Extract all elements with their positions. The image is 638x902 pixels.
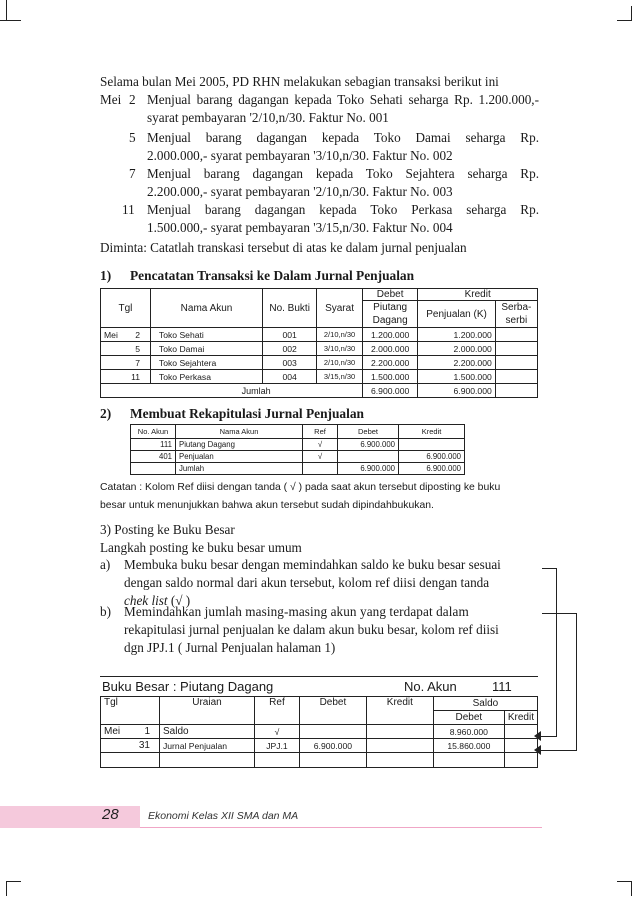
- recap-ref: √: [303, 439, 338, 451]
- crop-mark-top-right: [617, 6, 632, 21]
- section3-title: 3) Posting ke Buku Besar: [100, 522, 235, 537]
- journal-kredit: 2.000.000: [418, 342, 495, 356]
- step-b-line-1: Memindahkan jumlah masing-masing akun yang terdapat dalam: [124, 604, 469, 619]
- connector-a-v: [556, 568, 557, 737]
- connector-b-v: [576, 613, 577, 751]
- ledger-kredit: [366, 739, 433, 753]
- journal-total-label: Jumlah: [150, 384, 362, 398]
- transaction-line-2: 1.500.000,- syarat pembayaran '3/15,n/30. Faktur No. 004: [147, 220, 453, 235]
- recap-ref: √: [303, 451, 338, 463]
- recap-row: [131, 463, 465, 475]
- step-a-line-1: Membuka buku besar dengan memindahkan saldo ke buku besar sesuai: [124, 557, 501, 572]
- ledger-col-saldo-debet: Debet: [433, 711, 504, 725]
- ledger-ref: √: [254, 725, 299, 739]
- step-b-label: b): [100, 604, 111, 619]
- transaction-day: 11: [122, 202, 135, 217]
- col-kredit: Kredit: [418, 289, 538, 301]
- ledger-acct-label: No. Akun: [404, 679, 457, 694]
- ledger-col-saldo: Saldo: [433, 697, 537, 711]
- transaction-day: 5: [129, 130, 136, 145]
- journal-debet: 2.200.000: [362, 356, 417, 370]
- ledger-col-tgl: Tgl: [101, 697, 160, 725]
- recap-col-no: No. Akun: [131, 425, 176, 439]
- crop-mark: [0, 20, 6, 21]
- crop-mark-bottom-right: [617, 881, 632, 896]
- recap-col-kredit: Kredit: [399, 425, 465, 439]
- crop-mark-top-left: [6, 6, 21, 21]
- journal-nama: Toko Perkasa: [150, 370, 262, 384]
- section1-number: 1): [100, 268, 112, 283]
- crop-mark: [6, 0, 7, 6]
- recap-kredit: 6.900.000: [399, 451, 465, 463]
- ledger-col-saldo-kredit: Kredit: [504, 711, 537, 725]
- ledger-uraian: Saldo: [159, 725, 254, 739]
- ledger-kredit: [366, 725, 433, 739]
- col-tgl: Tgl: [101, 289, 151, 328]
- step-a-line-2: dengan saldo normal dari akun tersebut, kolom ref diisi dengan tanda: [124, 575, 490, 590]
- recap-no: [131, 463, 176, 475]
- journal-syarat: 2/10,n/30: [317, 356, 363, 370]
- catatan-line-2: besar untuk menunjukkan bahwa akun tersebut sudah dipindahbukukan.: [100, 500, 434, 511]
- recap-nama: Penjualan: [176, 451, 303, 463]
- connector-b-h2: [540, 750, 576, 751]
- ledger-top-rule: [100, 676, 538, 677]
- section2-title: Membuat Rekapitulasi Jurnal Penjualan: [130, 406, 364, 421]
- journal-kredit: 1.500.000: [418, 370, 495, 384]
- recap-kredit: [399, 439, 465, 451]
- journal-nama: Toko Sehati: [150, 328, 262, 342]
- transaction-day: 2: [129, 92, 136, 107]
- journal-nama: Toko Damai: [150, 342, 262, 356]
- journal-serba: [495, 342, 537, 356]
- ledger-ref: JPJ.1: [254, 739, 299, 753]
- journal-debet: 2.000.000: [362, 342, 417, 356]
- journal-bukti: 002: [263, 342, 317, 356]
- ledger-row: [101, 739, 538, 753]
- footer-book-title: Ekonomi Kelas XII SMA dan MA: [148, 810, 299, 822]
- journal-nama: Toko Sejahtera: [150, 356, 262, 370]
- ledger-col-ref: Ref: [254, 697, 299, 725]
- recap-nama: Piutang Dagang: [176, 439, 303, 451]
- crop-mark-bottom-left: [6, 881, 21, 896]
- transaction-line-2: syarat pembayaran '2/10,n/30. Faktur No. 001: [147, 110, 389, 125]
- journal-total-debet: 6.900.000: [362, 384, 417, 398]
- journal-row: [101, 356, 538, 370]
- transaction-line-2: 2.200.000,- syarat pembayaran '2/10,n/30. Faktur No. 003: [147, 184, 453, 199]
- task-text: Diminta: Catatlah transkasi tersebut di atas ke dalam jurnal penjualan: [100, 240, 467, 255]
- col-piutang-dagang: Piutang Dagang: [362, 301, 417, 328]
- col-penjualan: Penjualan (K): [418, 301, 495, 328]
- recap-no: 111: [131, 439, 176, 451]
- recap-debet: 6.900.000: [338, 463, 399, 475]
- page-number: 28: [102, 806, 119, 823]
- step-a-line-3: chek list (√ ): [124, 593, 191, 608]
- langkah-text: Langkah posting ke buku besar umum: [100, 540, 302, 555]
- ledger-col-debet: Debet: [299, 697, 366, 725]
- recap-kredit: 6.900.000: [399, 463, 465, 475]
- col-no-bukti: No. Bukti: [263, 289, 317, 328]
- ledger-saldo-kredit: [504, 725, 537, 739]
- step-a-label: a): [100, 557, 111, 572]
- recap-debet: 6.900.000: [338, 439, 399, 451]
- intro-text: Selama bulan Mei 2005, PD RHN melakukan sebagian transaksi berikut ini: [100, 74, 499, 89]
- journal-serba: [495, 370, 537, 384]
- catatan-line-1: Catatan : Kolom Ref diisi dengan tanda ( √ ) pada saat akun tersebut diposting ke buku: [100, 482, 501, 493]
- step-b-line-2: rekapitulasi jurnal penjualan ke dalam akun buku besar, kolom ref diisi: [124, 622, 499, 637]
- footer-page-band: [0, 806, 140, 828]
- journal-debet: 1.200.000: [362, 328, 417, 342]
- recap-ref: [303, 463, 338, 475]
- journal-tgl: 11: [101, 370, 151, 384]
- journal-bukti: 001: [263, 328, 317, 342]
- recap-row: [131, 439, 465, 451]
- section2-number: 2): [100, 406, 112, 421]
- recap-col-debet: Debet: [338, 425, 399, 439]
- transaction-line-2: 2.000.000,- syarat pembayaran '3/10,n/30. Faktur No. 002: [147, 148, 453, 163]
- connector-a-h2: [540, 736, 556, 737]
- journal-tgl: Mei 2: [101, 328, 151, 342]
- col-debet: Debet: [362, 289, 417, 301]
- col-nama-akun: Nama Akun: [150, 289, 262, 328]
- recap-debet: [338, 451, 399, 463]
- transaction-line-1: Menjual barang dagangan kepada Toko Sehati seharga Rp. 1.200.000,-: [147, 92, 539, 107]
- connector-a-h: [542, 568, 556, 569]
- sales-journal-table: [100, 288, 538, 398]
- transaction-line-1: Menjual barang dagangan kepada Toko Perkasa seharga Rp.: [147, 202, 539, 217]
- ledger-tgl: Mei 1: [101, 725, 160, 739]
- journal-tgl: 7: [101, 356, 151, 370]
- recap-no: 401: [131, 451, 176, 463]
- journal-serba: [495, 328, 537, 342]
- recap-nama: Jumlah: [176, 463, 303, 475]
- transaction-day: 7: [129, 166, 136, 181]
- transaction-line-1: Menjual barang dagangan kepada Toko Sejahtera seharga Rp.: [147, 166, 539, 181]
- ledger-title: Buku Besar : Piutang Dagang: [102, 679, 274, 694]
- journal-bukti: 003: [263, 356, 317, 370]
- ledger-saldo-debet: 8.960.000: [433, 725, 504, 739]
- journal-syarat: 2/10,n/30: [317, 328, 363, 342]
- journal-bukti: 004: [263, 370, 317, 384]
- section1-title: Pencatatan Transaksi ke Dalam Jurnal Penjualan: [130, 268, 415, 283]
- ledger-tgl: 31: [101, 739, 160, 753]
- journal-kredit: 1.200.000: [418, 328, 495, 342]
- ledger-acct-no: 111: [492, 679, 512, 694]
- journal-debet: 1.500.000: [362, 370, 417, 384]
- col-serba-serbi: Serba- serbi: [495, 301, 537, 328]
- recap-col-ref: Ref: [303, 425, 338, 439]
- recap-table: [130, 424, 465, 475]
- ledger-saldo-kredit: [504, 739, 537, 753]
- journal-row: [101, 342, 538, 356]
- transaction-line-1: Menjual barang dagangan kepada Toko Damai seharga Rp.: [147, 130, 539, 145]
- ledger-row: [101, 725, 538, 739]
- journal-row: [101, 370, 538, 384]
- journal-kredit: 2.200.000: [418, 356, 495, 370]
- ledger-table: [100, 696, 538, 768]
- recap-row: [131, 451, 465, 463]
- transaction-month: Mei: [100, 92, 122, 107]
- recap-col-nama: Nama Akun: [176, 425, 303, 439]
- journal-syarat: 3/15,n/30: [317, 370, 363, 384]
- col-syarat: Syarat: [317, 289, 363, 328]
- ledger-uraian: Jurnal Penjualan: [159, 739, 254, 753]
- journal-total-kredit: 6.900.000: [418, 384, 495, 398]
- ledger-col-kredit: Kredit: [366, 697, 433, 725]
- ledger-col-uraian: Uraian: [159, 697, 254, 725]
- footer-rule: [140, 827, 542, 828]
- step-b-line-3: dgn JPJ.1 ( Jurnal Penjualan halaman 1): [124, 640, 336, 655]
- connector-b-h: [542, 613, 576, 614]
- journal-syarat: 3/10,n/30: [317, 342, 363, 356]
- ledger-saldo-debet: 15.860.000: [433, 739, 504, 753]
- journal-serba: [495, 356, 537, 370]
- journal-row: [101, 328, 538, 342]
- journal-tgl: 5: [101, 342, 151, 356]
- ledger-debet: [299, 725, 366, 739]
- ledger-debet: 6.900.000: [299, 739, 366, 753]
